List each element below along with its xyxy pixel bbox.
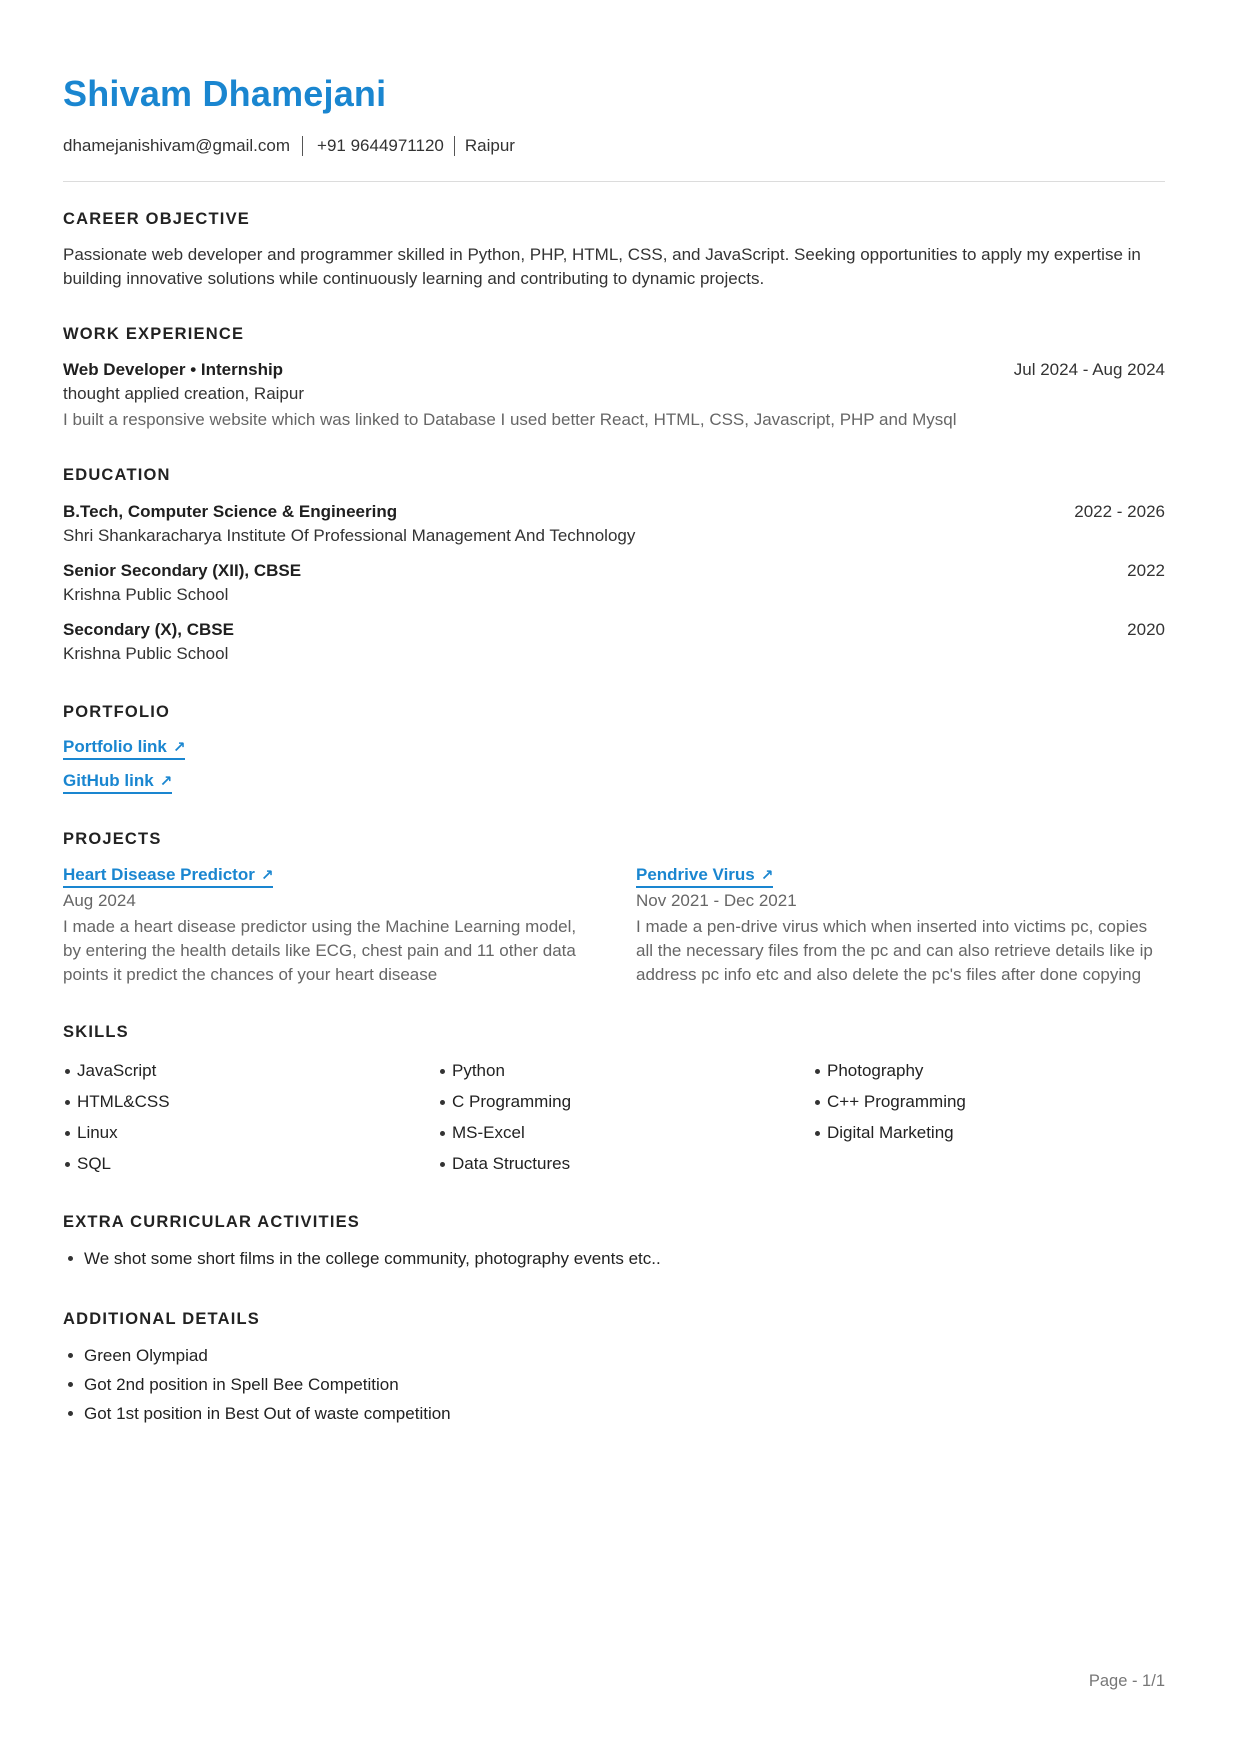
- bullet-icon: [815, 1100, 820, 1105]
- section-title-skills: SKILLS: [63, 1023, 129, 1041]
- education-school: Krishna Public School: [63, 585, 229, 604]
- skill-item: JavaScript: [63, 1059, 438, 1083]
- work-role: Web Developer • Internship: [63, 360, 284, 379]
- list-item: Green Olympiad: [63, 1341, 1165, 1370]
- contact-separator: [302, 136, 303, 156]
- skills-list: [63, 1059, 1165, 1176]
- project-description: I made a heart disease predictor using the Machine Learning model, by entering the health details like ECG, chest pain and 11 other data points it predict the chances of your heart disease: [63, 917, 577, 984]
- project-date: Aug 2024: [63, 891, 136, 910]
- work-entry: [63, 358, 1165, 432]
- education-degree: B.Tech, Computer Science & Engineering: [63, 502, 398, 521]
- work-company: thought applied creation, Raipur: [63, 384, 304, 403]
- education-entry: [63, 559, 1165, 607]
- bullet-icon: [65, 1162, 70, 1167]
- phone[interactable]: +91 9644971120: [317, 136, 444, 155]
- bullet-icon: [65, 1131, 70, 1136]
- skill-item: Digital Marketing: [813, 1121, 1165, 1145]
- project-description: I made a pen-drive virus which when inserted into victims pc, copies all the necessary files from the pc and can also retrieve details like ip address pc info etc and also delete the pc's files after done copying: [636, 917, 1153, 984]
- location: Raipur: [464, 136, 515, 155]
- bullet-icon: [440, 1162, 445, 1167]
- bullet-icon: [65, 1100, 70, 1105]
- skill-item: C Programming: [438, 1090, 813, 1114]
- list-item: Got 2nd position in Spell Bee Competition: [63, 1370, 1165, 1399]
- education-entry: [63, 618, 1165, 666]
- skill-item: MS-Excel: [438, 1121, 813, 1145]
- github-link[interactable]: GitHub link ↗: [63, 771, 172, 794]
- project-card: [63, 865, 592, 987]
- project-link-heart-disease-predictor[interactable]: Heart Disease Predictor ↗: [63, 865, 273, 888]
- skill-item: SQL: [63, 1152, 438, 1176]
- candidate-name: Shivam Dhamejani: [63, 73, 387, 114]
- section-title-career-objective: CAREER OBJECTIVE: [63, 210, 250, 228]
- bullet-icon: [65, 1069, 70, 1074]
- page-number: Page - 1/1: [1088, 1672, 1165, 1690]
- section-title-portfolio: PORTFOLIO: [63, 703, 171, 721]
- education-degree: Senior Secondary (XII), CBSE: [63, 561, 302, 580]
- list-item: We shot some short films in the college community, photography events etc..: [63, 1244, 1165, 1273]
- education-years: 2022: [1127, 561, 1165, 580]
- skills-section: [63, 1022, 1165, 1176]
- section-title-work-experience: WORK EXPERIENCE: [63, 325, 245, 343]
- bullet-icon: [68, 1353, 73, 1358]
- bullet-icon: [815, 1069, 820, 1074]
- skill-item: Data Structures: [438, 1152, 813, 1176]
- projects-section: [63, 829, 1165, 987]
- project-card: [636, 865, 1165, 987]
- external-link-icon: ↗: [159, 773, 173, 790]
- list-item: Got 1st position in Best Out of waste competition: [63, 1399, 1165, 1428]
- contact-line: [63, 136, 1165, 156]
- section-title-extra-curricular: EXTRA CURRICULAR ACTIVITIES: [63, 1213, 361, 1231]
- bullet-icon: [440, 1100, 445, 1105]
- education-degree: Secondary (X), CBSE: [63, 620, 234, 639]
- work-experience-section: [63, 324, 1165, 432]
- contact-separator: [454, 136, 455, 156]
- email[interactable]: dhamejanishivam@gmail.com: [63, 136, 291, 155]
- education-school: Shri Shankaracharya Institute Of Professional Management And Technology: [63, 526, 636, 545]
- external-link-icon: ↗: [760, 867, 774, 884]
- skill-item: Python: [438, 1059, 813, 1083]
- education-years: 2022 - 2026: [1074, 502, 1165, 521]
- education-entry: [63, 500, 1165, 548]
- bullet-icon: [68, 1382, 73, 1387]
- bullet-icon: [68, 1256, 73, 1261]
- extra-curricular-section: [63, 1212, 1165, 1273]
- skill-item: HTML&CSS: [63, 1090, 438, 1114]
- education-school: Krishna Public School: [63, 644, 229, 663]
- external-link-icon: ↗: [172, 739, 186, 756]
- education-section: [63, 465, 1165, 666]
- work-dates: Jul 2024 - Aug 2024: [1013, 360, 1165, 379]
- external-link-icon: ↗: [260, 867, 274, 884]
- portfolio-link[interactable]: Portfolio link ↗: [63, 737, 185, 760]
- bullet-icon: [440, 1131, 445, 1136]
- skill-item: C++ Programming: [813, 1090, 1165, 1114]
- skill-item: Photography: [813, 1059, 1165, 1083]
- section-title-additional-details: ADDITIONAL DETAILS: [63, 1310, 260, 1328]
- section-title-projects: PROJECTS: [63, 830, 162, 848]
- education-years: 2020: [1127, 620, 1165, 639]
- bullet-icon: [815, 1131, 820, 1136]
- career-objective-section: [63, 209, 1165, 291]
- section-title-education: EDUCATION: [63, 466, 171, 484]
- career-objective-text: Passionate web developer and programmer skilled in Python, PHP, HTML, CSS, and JavaScript. Seeking opportunities to apply my expertise in building innovative solutions while continuously learning and contributing to dynamic projects.: [63, 245, 1141, 288]
- project-date: Nov 2021 - Dec 2021: [636, 891, 797, 910]
- header-divider: [63, 181, 1165, 182]
- additional-details-section: [63, 1309, 1165, 1428]
- project-link-pendrive-virus[interactable]: Pendrive Virus ↗: [636, 865, 773, 888]
- work-description: I built a responsive website which was linked to Database I used better React, HTML, CSS, Javascript, PHP and Mysql: [63, 410, 957, 429]
- skill-item: Linux: [63, 1121, 438, 1145]
- bullet-icon: [440, 1069, 445, 1074]
- bullet-icon: [68, 1411, 73, 1416]
- portfolio-section: [63, 702, 1165, 794]
